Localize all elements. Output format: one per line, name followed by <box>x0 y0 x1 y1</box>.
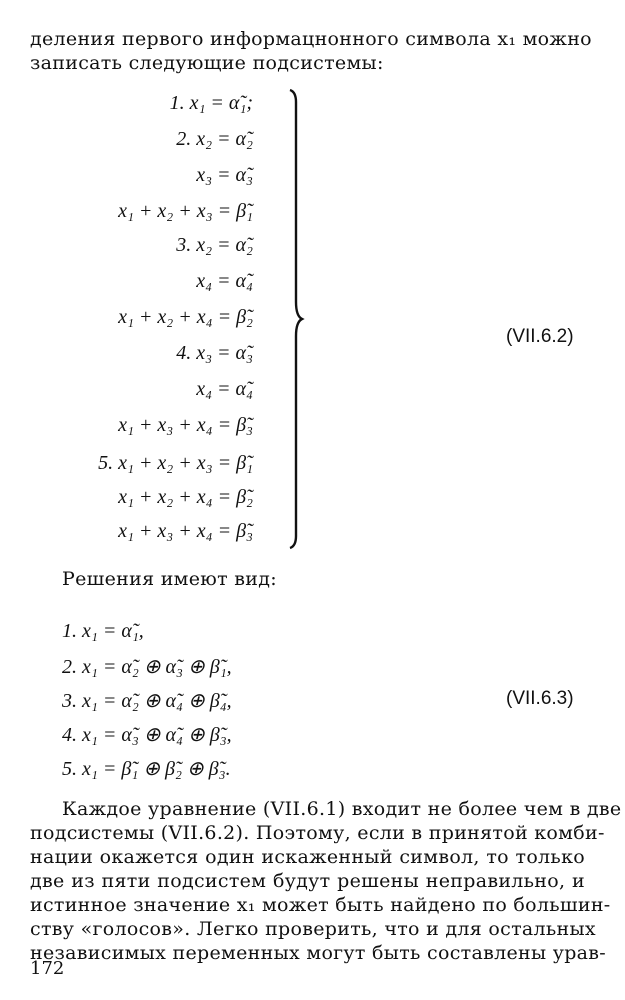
system-eq-10: x₁ + x₃ + x₄ = β̃₃ <box>118 414 253 436</box>
solution-2: 2. x₁ = α̃₂ ⊕ α̃₃ ⊕ β̃₁, <box>62 656 232 678</box>
page-number: 172 <box>30 958 65 979</box>
paragraph-line-3: нации окажется один искаженный символ, то только <box>30 846 585 868</box>
system-eq-13: x₁ + x₃ + x₄ = β̃₃ <box>118 520 253 542</box>
system-eq-8: 4. x₃ = α̃₃ <box>176 342 253 364</box>
intro-line-2: записать следующие подсистемы: <box>30 52 384 74</box>
solution-5: 5. x₁ = β̃₁ ⊕ β̃₂ ⊕ β̃₃. <box>62 758 231 780</box>
solutions-tag: (VII.6.3) <box>506 688 574 709</box>
solution-3: 3. x₁ = α̃₂ ⊕ α̃₄ ⊕ β̃₄, <box>62 690 232 712</box>
system-eq-6: x₄ = α̃₄ <box>196 270 253 292</box>
paragraph-line-7: независимых переменных могут быть составлены урав- <box>30 942 607 964</box>
solutions-heading: Решения имеют вид: <box>62 568 277 590</box>
system-eq-1: 1. x₁ = α̃₁; <box>169 92 253 114</box>
paragraph-line-5: истинное значение x₁ может быть найдено по большин- <box>30 894 611 916</box>
system-eq-4: x₁ + x₂ + x₃ = β̃₁ <box>118 200 253 222</box>
system-eq-2: 2. x₂ = α̃₂ <box>176 128 253 150</box>
solution-1: 1. x₁ = α̃₁, <box>62 620 144 642</box>
system-eq-11: 5. x₁ + x₂ + x₃ = β̃₁ <box>98 452 253 474</box>
system-eq-12: x₁ + x₂ + x₄ = β̃₂ <box>118 486 253 508</box>
system-eq-9: x₄ = α̃₄ <box>196 378 253 400</box>
paragraph-line-6: ству «голосов». Легко проверить, что и для остальных <box>30 918 596 940</box>
intro-line-1: деления первого информацнонного символа x₁ можно <box>30 28 592 50</box>
system-tag: (VII.6.2) <box>506 326 574 347</box>
solution-4: 4. x₁ = α̃₃ ⊕ α̃₄ ⊕ β̃₃, <box>62 724 232 746</box>
system-brace <box>286 88 306 550</box>
system-eq-3: x₃ = α̃₃ <box>196 164 253 186</box>
paragraph-line-4: две из пяти подсистем будут решены неправильно, и <box>30 870 585 892</box>
system-eq-5: 3. x₂ = α̃₂ <box>176 234 253 256</box>
system-eq-7: x₁ + x₂ + x₄ = β̃₂ <box>118 306 253 328</box>
paragraph-line-1: Каждое уравнение (VII.6.1) входит не более чем в две <box>62 798 622 820</box>
paragraph-line-2: подсистемы (VII.6.2). Поэтому, если в принятой комби- <box>30 822 605 844</box>
